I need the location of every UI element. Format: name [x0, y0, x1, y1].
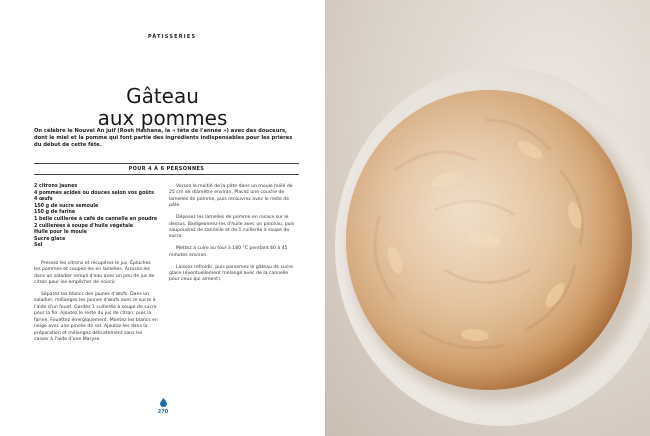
recipe-title-line1: Gâteau	[126, 84, 199, 109]
servings-bar: POUR 4 À 6 PERSONNES	[34, 163, 299, 175]
step-paragraph: Versez la moitié de la pâte dans un moule huilé de 25 cm de diamètre environ. Placez une couche de lamelles de pomme, puis recouvrez avec le reste de pâte.	[169, 184, 293, 209]
page-footer	[157, 398, 169, 415]
recipe-column-right	[169, 184, 297, 289]
ingredient-item: 2 citrons jaunes	[34, 184, 78, 189]
ingredient-item: 150 g de sucre semoule	[34, 203, 99, 209]
recipe-intro: On célèbre le Nouvel An juif (Rosh Hashana, la « tête de l'année ») avec des douceurs, dont le miel et la pomme qui font partie des ingrédients indispensables pour les prières du début de cette fête.	[34, 128, 293, 149]
water-drop-icon	[160, 398, 167, 407]
ingredient-item: 4 pommes acides ou douces selon vos goûts	[34, 190, 154, 196]
step-paragraph: Mettez à cuire au four à 180 °C pendant 40 à 45 minutes environ.	[169, 246, 288, 258]
recipe-column-left	[34, 184, 158, 349]
page-number: 270	[157, 409, 169, 415]
step-paragraph: Laissez refroidir, puis parsemez le gâteau de sucre glace (éventuellement mélangé avec de la cannelle pour ceux qui aiment).	[169, 264, 293, 283]
section-label: PÂTISSERIES	[148, 34, 197, 40]
photo-page	[325, 0, 650, 436]
steps-right	[169, 184, 297, 284]
ingredient-item: 150 g de farine	[34, 210, 76, 216]
cake-photo	[325, 0, 650, 436]
ingredient-list	[34, 184, 158, 250]
recipe-title	[0, 85, 325, 129]
step-paragraph: Séparez les blancs des jaunes d'œufs. Dans un saladier, mélangez les jaunes d'œufs avec le sucre à l'aide d'un fouet. Gardez 1 cuillerée à soupe de sucre pour la fin. Ajoutez le reste du jus de citron, puis la farine. Fouettez énergiquement. Montez les blancs en neige avec une pincée de sel. Ajoutez-les dans la préparation et mélangez délicatement sans les casser à l'aide d'une Maryse.	[34, 292, 158, 342]
step-paragraph: Pressez les citrons et récupérez le jus. Épluchez les pommes et coupez-les en lamelles. Arrosez-les dans un saladier rempli d'eau avec un peu de jus de citron pour les empêcher de noircir.	[34, 260, 155, 286]
ingredient-item: Sucre glace	[34, 236, 66, 242]
ingredient-item: Sel	[34, 243, 43, 249]
recipe-title-line2: aux pommes	[97, 106, 228, 131]
step-paragraph: Déposez les lamelles de pomme en rosace sur le dessus. Badigeonnez-les d'huile avec un pinceau, puis saupoudrez de cannelle et de 1 cuillerée à soupe de sucre.	[169, 215, 295, 240]
ingredient-item: 2 cuillerées à soupe d'huile végétale	[34, 223, 134, 229]
ingredient-item: 4 œufs	[34, 197, 53, 203]
ingredient-item: Huile pour le moule	[34, 230, 87, 236]
steps-left	[34, 261, 158, 343]
ingredient-item: 1 belle cuillerée à café de cannelle en poudre	[34, 216, 158, 222]
